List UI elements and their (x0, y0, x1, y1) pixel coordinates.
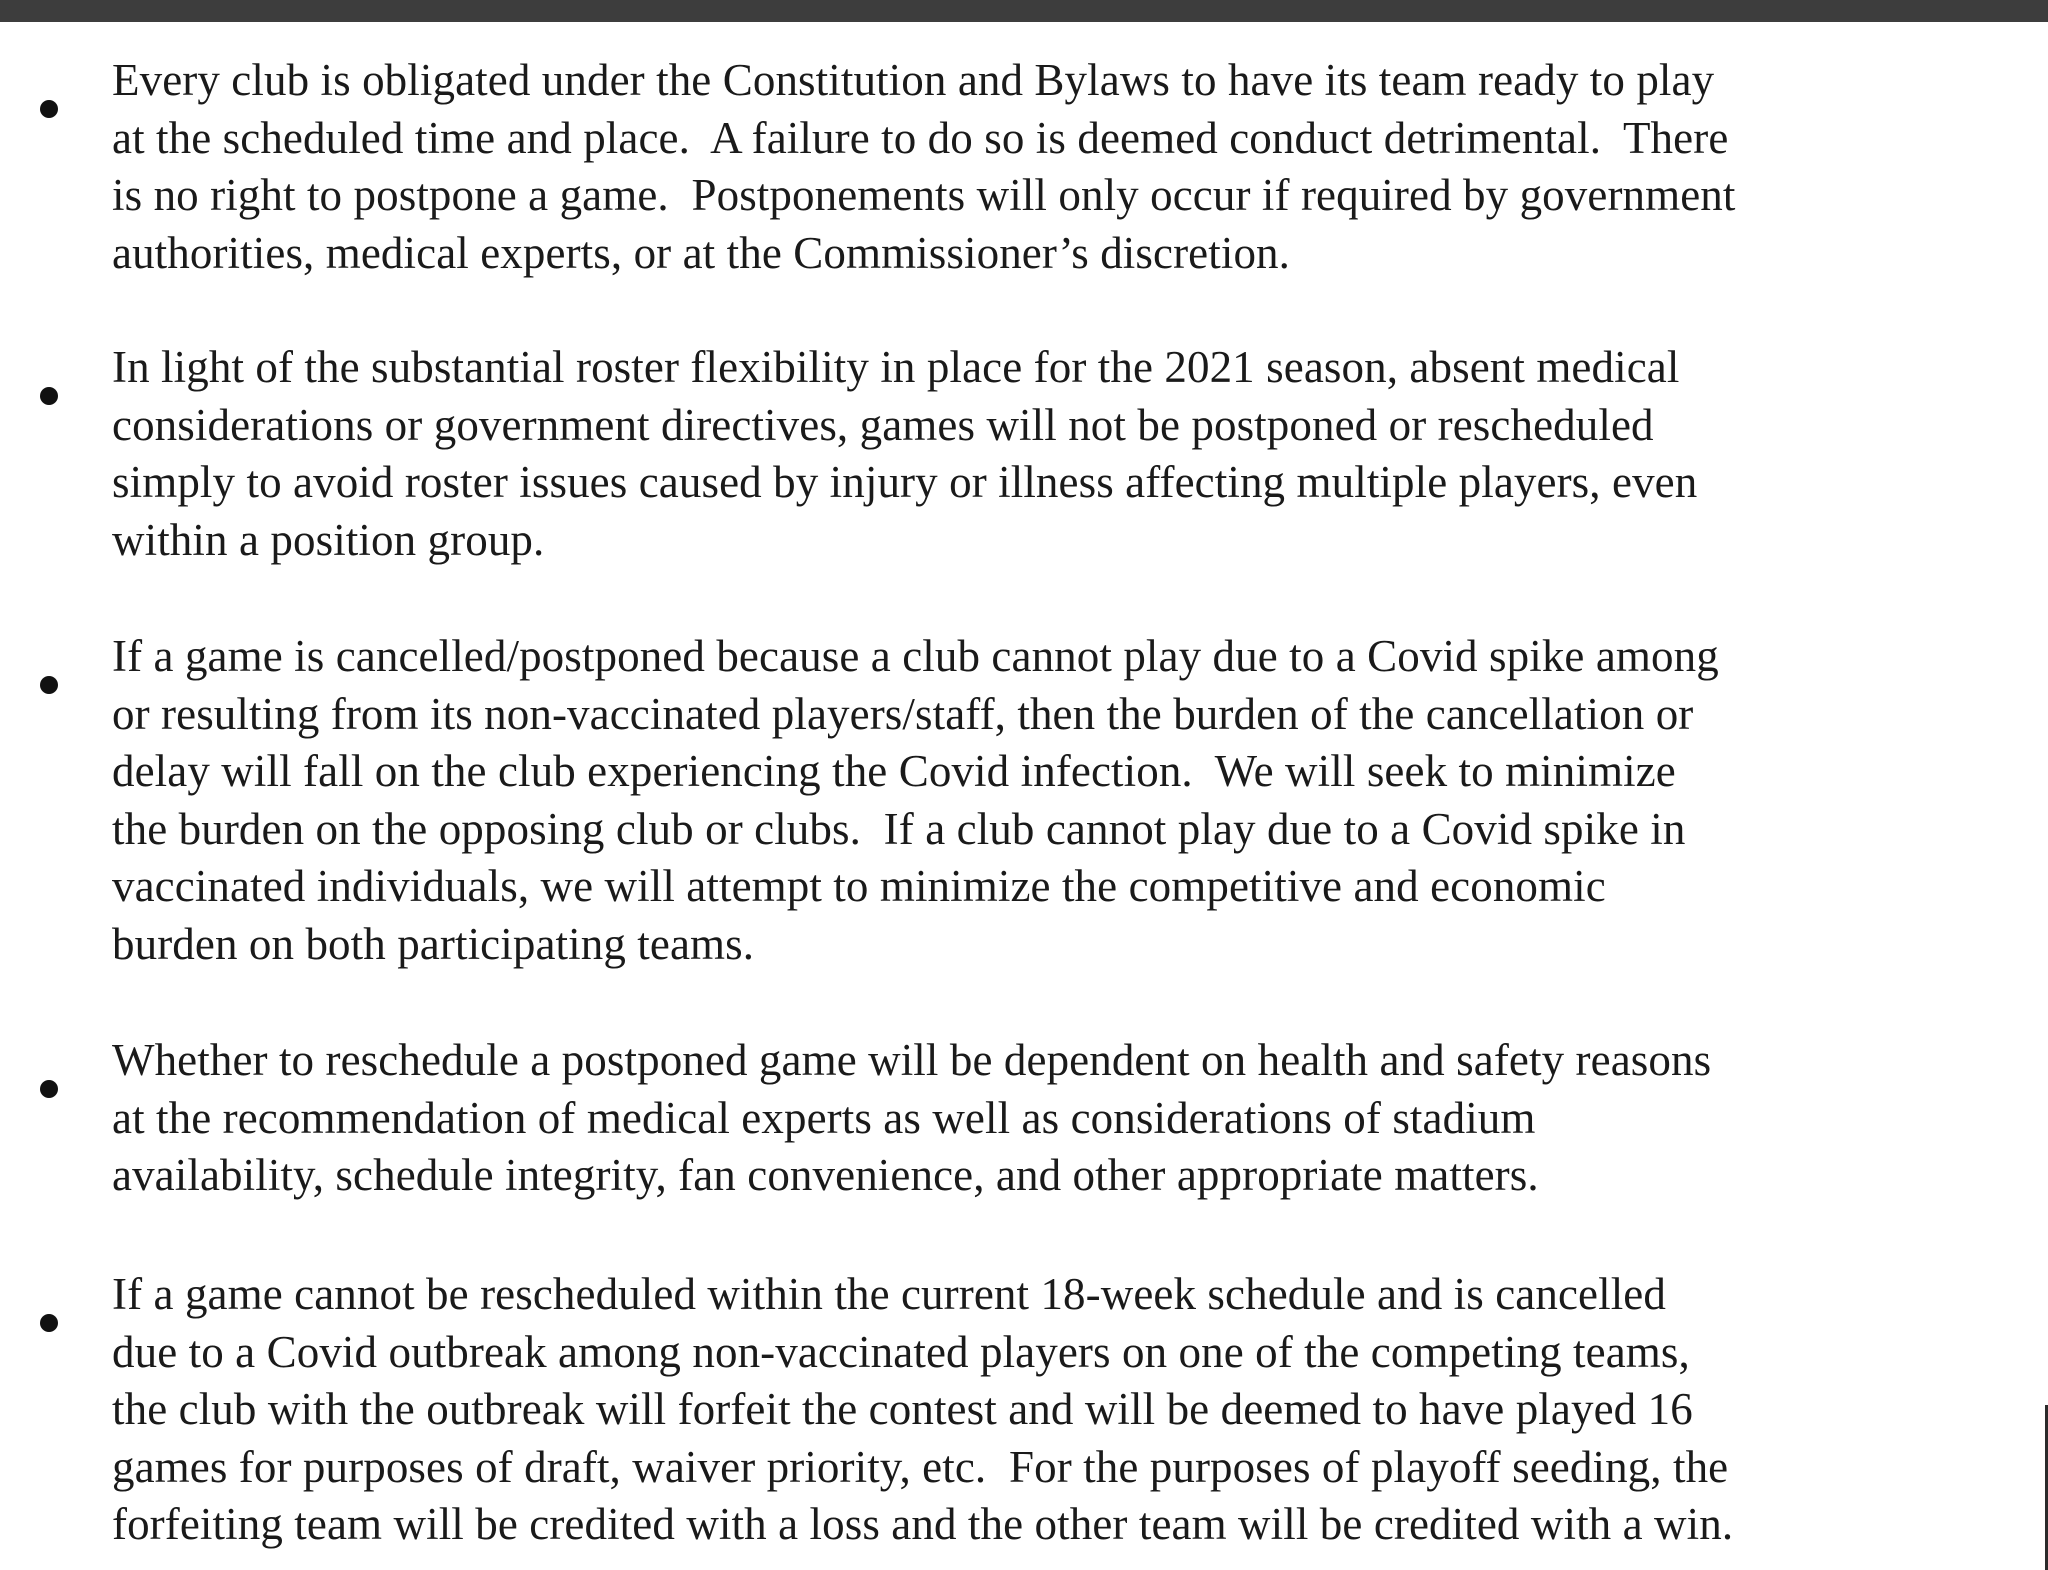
text-line: authorities, medical experts, or at the Commissioner’s discretion. (112, 227, 1291, 278)
text-line: forfeiting team will be credited with a loss and the other team will be credited with a win. (112, 1499, 1734, 1549)
text-line: at the scheduled time and place. A failure to do so is deemed conduct detrimental. There (112, 112, 1729, 163)
bullet-paragraph (112, 52, 1912, 282)
bullet-paragraph (112, 1032, 1912, 1205)
text-line: availability, schedule integrity, fan convenience, and other appropriate matters. (112, 1150, 1539, 1200)
text-line: the burden on the opposing club or clubs. If a club cannot play due to a Covid spike in (112, 803, 1686, 854)
text-line: is no right to postpone a game. Postponements will only occur if required by government (112, 170, 1736, 220)
document-page (0, 22, 2048, 1570)
text-line: within a position group. (112, 514, 545, 565)
bullet-paragraph (112, 628, 1912, 973)
text-line: at the recommendation of medical experts as well as considerations of stadium (112, 1092, 1536, 1143)
text-line: due to a Covid outbreak among non-vaccinated players on one of the competing teams, (112, 1326, 1690, 1377)
bullet-icon (40, 1314, 58, 1332)
bullet-paragraph (112, 1266, 1912, 1554)
text-line: the club with the outbreak will forfeit the contest and will be deemed to have played 16 (112, 1384, 1693, 1434)
text-line: considerations or government directives, games will not be postponed or rescheduled (112, 399, 1654, 450)
bullet-icon (40, 387, 58, 405)
text-line: Every club is obligated under the Constitution and Bylaws to have its team ready to play (112, 55, 1715, 105)
window-top-bar (0, 0, 2048, 22)
bullet-icon (40, 100, 58, 118)
text-line: If a game cannot be rescheduled within the current 18-week schedule and is cancelled (112, 1269, 1666, 1319)
bullet-icon (40, 676, 58, 694)
text-line: or resulting from its non-vaccinated players/staff, then the burden of the cancellation or (112, 688, 1694, 739)
text-line: simply to avoid roster issues caused by injury or illness affecting multiple players, even (112, 457, 1698, 507)
text-line: delay will fall on the club experiencing the Covid infection. We will seek to minimize (112, 746, 1676, 796)
bullet-icon (40, 1080, 58, 1098)
text-line: In light of the substantial roster flexibility in place for the 2021 season, absent medical (112, 342, 1680, 392)
text-line: games for purposes of draft, waiver priority, etc. For the purposes of playoff seeding, the (112, 1441, 1729, 1492)
bullet-paragraph (112, 339, 1912, 569)
text-line: Whether to reschedule a postponed game will be dependent on health and safety reasons (112, 1035, 1712, 1085)
text-line: burden on both participating teams. (112, 918, 755, 969)
text-line: vaccinated individuals, we will attempt to minimize the competitive and economic (112, 861, 1606, 911)
text-line: If a game is cancelled/postponed because a club cannot play due to a Covid spike among (112, 631, 1719, 681)
